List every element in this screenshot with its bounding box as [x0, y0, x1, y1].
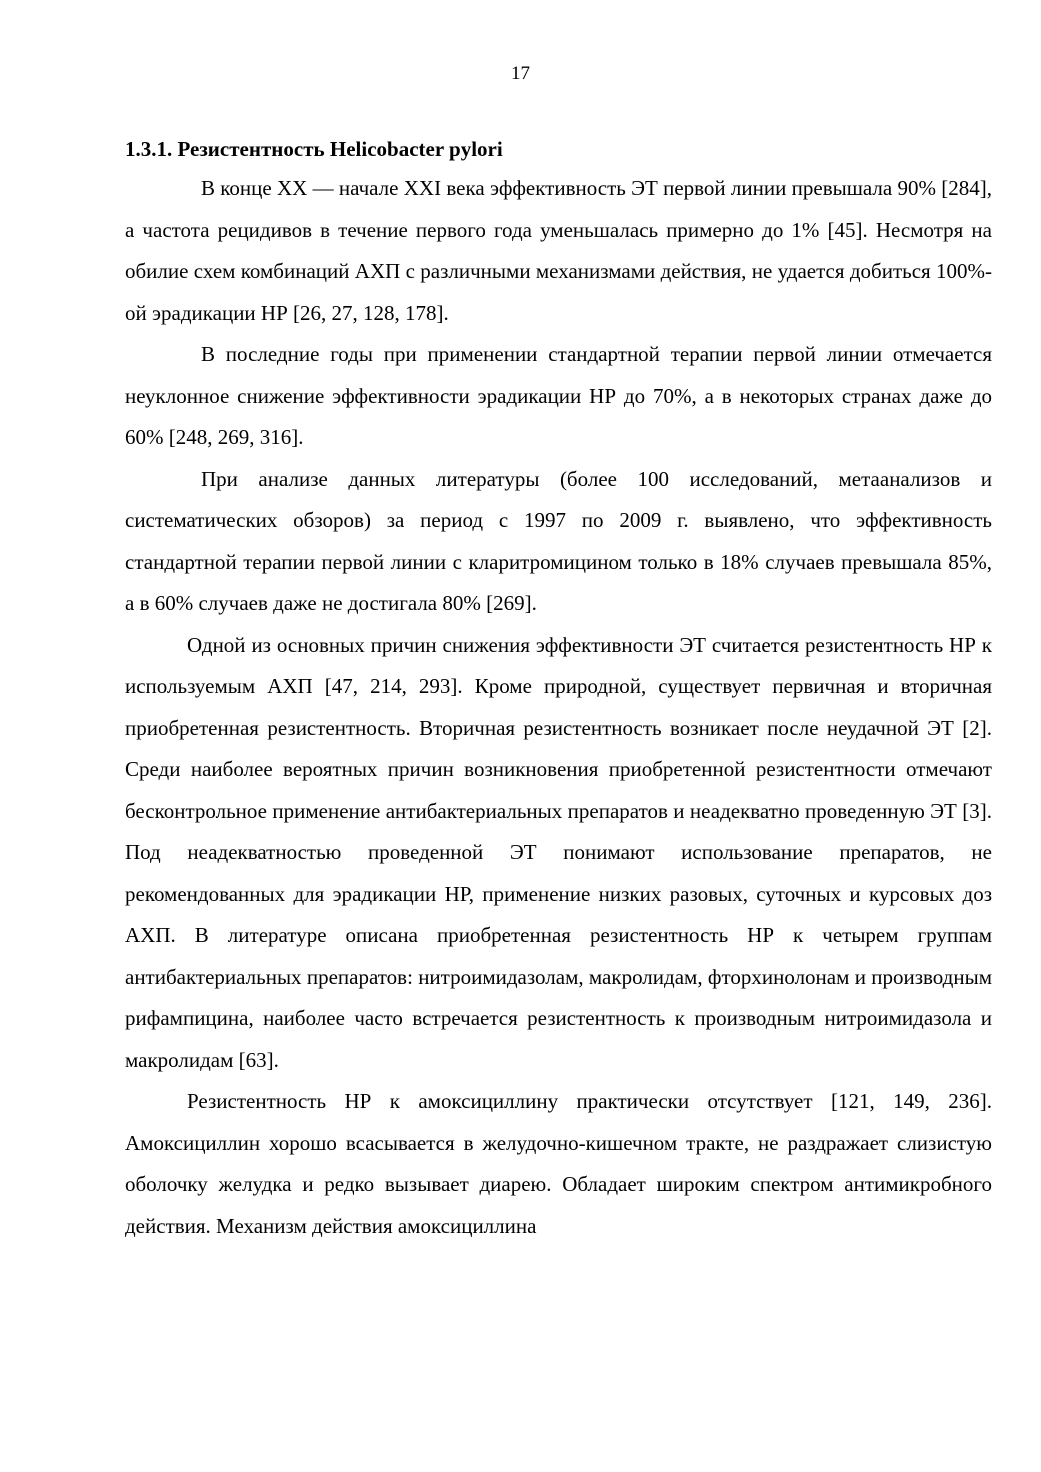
paragraph-2: В последние годы при применении стандартной терапии первой линии отмечается неуклонное снижение эффективности эрадикации НР до 70%, а в некоторых странах даже до 60% [248, 269, 316]. — [125, 342, 992, 449]
page-number: 17 — [511, 63, 530, 84]
paragraph-5: Резистентность НР к амоксициллину практически отсутствует [121, 149, 236]. Амоксициллин хорошо всасывается в желудочно-кишечном тракте, не раздражает слизистую оболочку желудка и редко вызывает диарею. Обладает широким спектром антимикробного действия. Механизм действия амоксициллина — [125, 1089, 992, 1238]
paragraph-3: При анализе данных литературы (более 100 исследований, метаанализов и систематических обзоров) за период с 1997 по 2009 г. выявлено, что эффективность стандартной терапии первой линии с кларитромицином только в 18% случаев превышала 85%, а в 60% случаев даже не достигала 80% [269]. — [125, 466, 992, 615]
paragraph-1: В конце XX — начале XXI века эффективность ЭТ первой линии превышала 90% [284], а частота рецидивов в течение первого года уменьшалась примерно до 1% [45]. Несмотря на обилие схем комбинаций АХП с различными механизмами действия, не удается добиться 100%-ой эрадикации НР [26, 27, 128, 178]. — [125, 176, 992, 325]
paragraph-4: Одной из основных причин снижения эффективности ЭТ считается резистентность НР к используемым АХП [47, 214, 293]. Кроме природной, существует первичная и вторичная приобретенная резистентность. Вторичная резистентность возникает после неудачной ЭТ [2]. Среди наиболее вероятных причин возникновения приобретенной резистентности отмечают бесконтрольное применение антибактериальных препаратов и неадекватно проведенную ЭТ [3]. Под неадекватностью проведенной ЭТ понимают использование препаратов, не рекомендованных для эрадикации НР, применение низких разовых, суточных и курсовых доз АХП. В литературе описана приобретенная резистентность НР к четырем группам антибактериальных препаратов: нитроимидазолам, макролидам, фторхинолонам и производным рифампицина, наиболее часто встречается резистентность к производным нитроимидазола и макролидам [63]. — [125, 632, 992, 1072]
document-body — [125, 134, 992, 1247]
section-heading: 1.3.1. Резистентность Helicobacter pylori — [125, 137, 503, 161]
